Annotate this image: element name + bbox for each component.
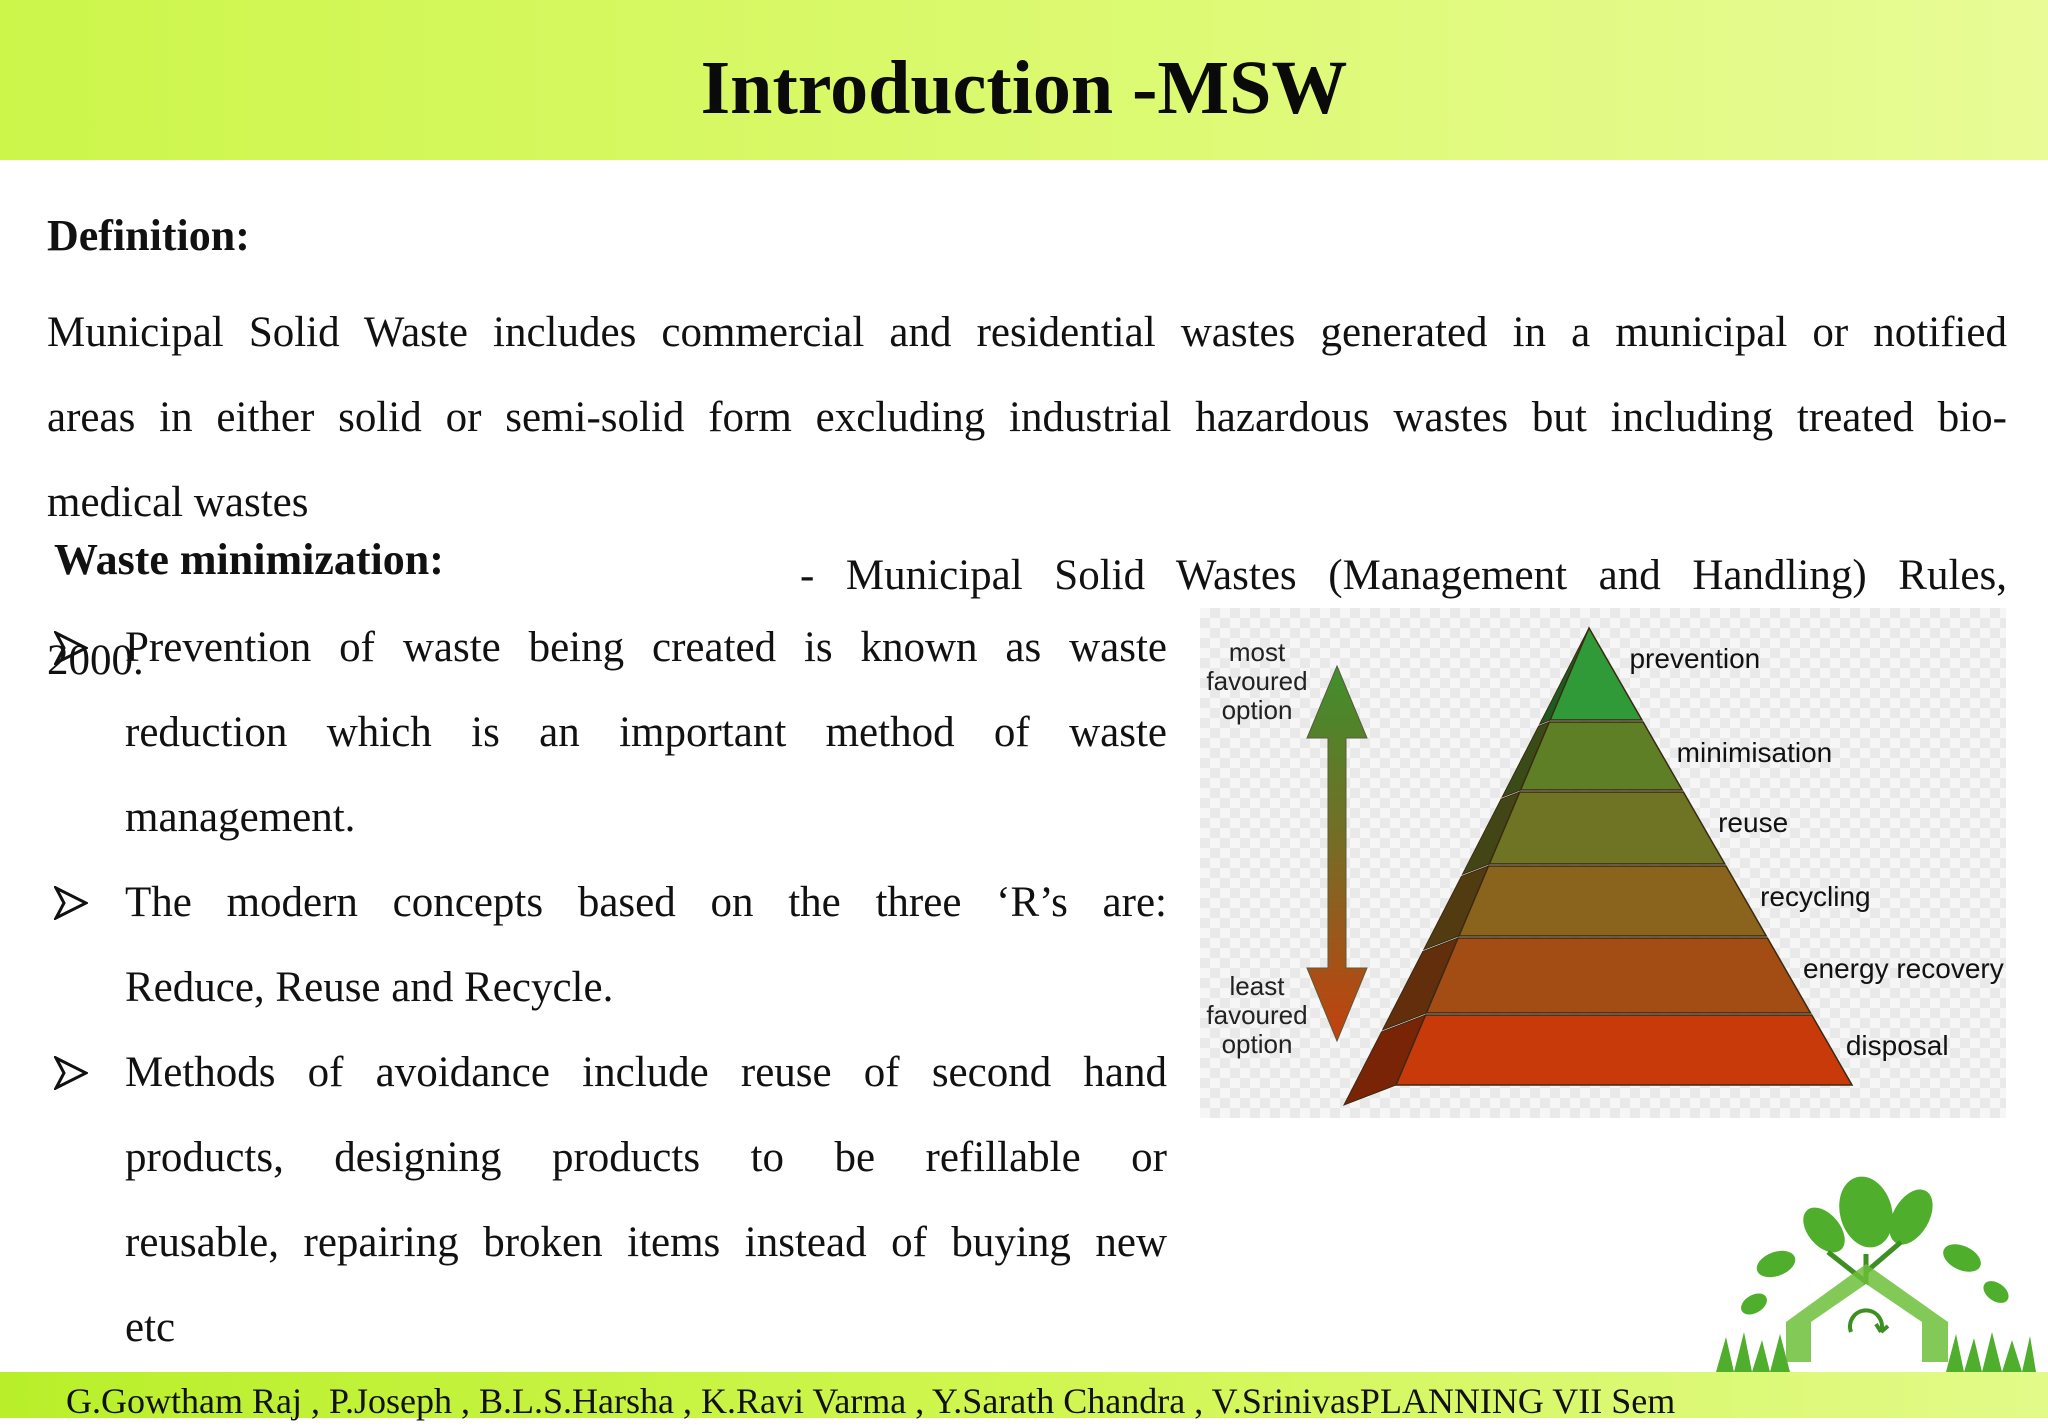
- definition-line-3: medical wastes: [47, 479, 309, 526]
- pyramid-label-disposal: disposal: [1845, 1030, 1949, 1061]
- pyramid-level-reuse: [1489, 792, 1724, 864]
- slide-title: Introduction -MSW: [700, 46, 1348, 130]
- definition-paragraph: [47, 290, 2007, 545]
- pyramid-label-reuse: reuse: [1718, 807, 1789, 838]
- most-favoured-label-1: most: [1228, 637, 1286, 667]
- title-bar: [0, 0, 2048, 160]
- bullet-line: reduction which is an important method of waste: [125, 709, 1167, 756]
- least-favoured-label-1: least: [1229, 971, 1285, 1001]
- eco-house-logo-icon: [1716, 1172, 2036, 1372]
- minimization-list: [54, 605, 1167, 1370]
- definition-source-year: 2000.: [47, 637, 144, 684]
- arrowhead-bullet-icon: [54, 631, 88, 665]
- pyramid-label-prevention: prevention: [1629, 643, 1761, 674]
- waste-hierarchy-svg: [1200, 608, 2006, 1118]
- bullet-line: Methods of avoidance include reuse of second hand: [125, 1049, 1167, 1096]
- pyramid-level-minimisation: [1521, 722, 1683, 790]
- least-favoured-label-2: favoured: [1206, 1000, 1308, 1030]
- bullet-line: Prevention of waste being created is known as waste: [125, 624, 1167, 671]
- arrowhead-bullet-icon: [54, 1056, 88, 1090]
- bullet-line: The modern concepts based on the three ‘R’s are:: [125, 879, 1167, 926]
- bullet-line: etc: [125, 1304, 176, 1351]
- pyramid-label-minimisation: minimisation: [1676, 737, 1833, 768]
- least-favoured-label-3: option: [1221, 1029, 1293, 1059]
- most-favoured-label-3: option: [1221, 695, 1293, 725]
- pyramid-level-prevention: [1550, 628, 1642, 720]
- pyramid-level-disposal: [1396, 1015, 1852, 1085]
- arrowhead-bullet-icon: [54, 886, 88, 920]
- waste-hierarchy-diagram: [1200, 608, 2006, 1118]
- pyramid-level-recycling: [1459, 866, 1766, 936]
- bullet-line: management.: [125, 794, 356, 841]
- pyramid-label-recycling: recycling: [1760, 881, 1871, 912]
- list-item: [54, 1030, 1167, 1370]
- list-item: [54, 860, 1167, 1030]
- bullet-line: reusable, repairing broken items instead of buying new: [125, 1219, 1167, 1266]
- pyramid-label-energy-recovery: energy recovery: [1802, 953, 2004, 984]
- waste-minimization-heading: Waste minimization:: [54, 535, 444, 584]
- footer-bar: [0, 1372, 2048, 1421]
- definition-line-2: areas in either solid or semi-solid form excluding industrial hazardous wastes but including treated bio-: [47, 394, 2007, 441]
- bullet-line: Reduce, Reuse and Recycle.: [125, 964, 614, 1011]
- list-item: [54, 605, 1167, 860]
- definition-source: - Municipal Solid Wastes (Management and Handling) Rules,: [800, 552, 2007, 599]
- pyramid-levels: [1344, 628, 2004, 1105]
- double-arrow-icon: [1307, 666, 1367, 1041]
- footer-authors: G.Gowtham Raj , P.Joseph , B.L.S.Harsha , K.Ravi Varma , Y.Sarath Chandra , V.SrinivasPLANNING VII Sem: [66, 1381, 1676, 1421]
- definition-heading: Definition:: [47, 211, 250, 260]
- definition-line-1: Municipal Solid Waste includes commercial and residential wastes generated in a municipal or notified: [47, 309, 2007, 356]
- bullet-line: products, designing products to be refillable or: [125, 1134, 1167, 1181]
- most-favoured-label-2: favoured: [1206, 666, 1308, 696]
- pyramid-level-energy-recovery: [1426, 938, 1810, 1013]
